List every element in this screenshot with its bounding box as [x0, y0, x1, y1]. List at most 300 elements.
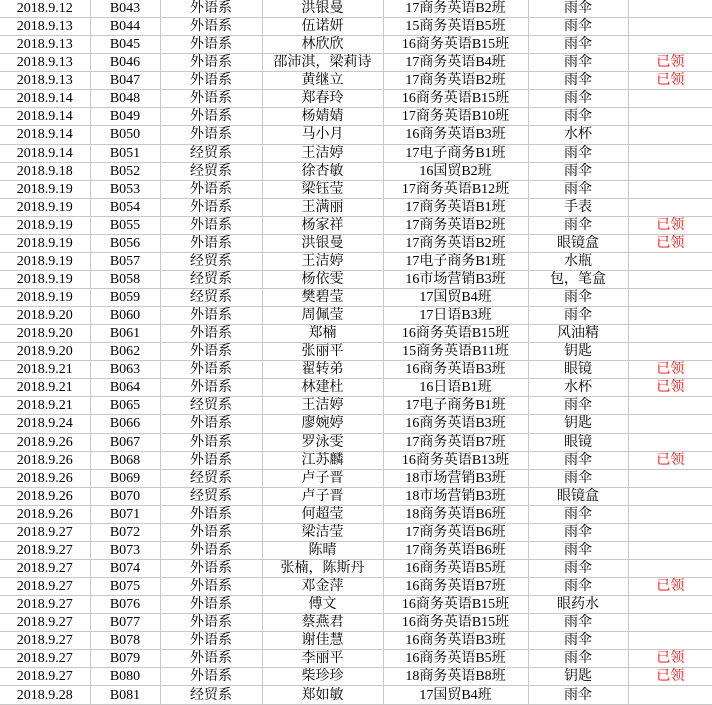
cell-name[interactable]: 周佩莹	[262, 307, 383, 325]
cell-department[interactable]: 外语系	[160, 505, 262, 523]
cell-id[interactable]: B054	[90, 198, 160, 216]
cell-status[interactable]	[628, 252, 712, 270]
cell-id[interactable]: B044	[90, 18, 160, 36]
cell-department[interactable]: 外语系	[160, 559, 262, 577]
cell-status[interactable]: 已领	[628, 54, 712, 72]
cell-status[interactable]: 已领	[628, 578, 712, 596]
cell-status[interactable]: 已领	[628, 379, 712, 397]
cell-name[interactable]: 林欣欣	[262, 36, 383, 54]
cell-id[interactable]: B065	[90, 397, 160, 415]
cell-id[interactable]: B046	[90, 54, 160, 72]
cell-item[interactable]: 雨伞	[528, 180, 628, 198]
cell-status[interactable]	[628, 325, 712, 343]
cell-status[interactable]	[628, 0, 712, 18]
cell-item[interactable]: 水杯	[528, 379, 628, 397]
cell-department[interactable]: 经贸系	[160, 144, 262, 162]
cell-name[interactable]: 廖婉婷	[262, 415, 383, 433]
cell-name[interactable]: 林建杜	[262, 379, 383, 397]
cell-id[interactable]: B068	[90, 451, 160, 469]
cell-department[interactable]: 外语系	[160, 451, 262, 469]
cell-department[interactable]: 外语系	[160, 198, 262, 216]
cell-status[interactable]	[628, 198, 712, 216]
cell-name[interactable]: 杨婧婧	[262, 108, 383, 126]
cell-name[interactable]: 陈晴	[262, 541, 383, 559]
table-row	[0, 469, 712, 487]
cell-date[interactable]: 2018.9.13	[0, 54, 90, 72]
cell-class[interactable]: 16商务英语B15班	[383, 596, 528, 614]
cell-item[interactable]: 雨伞	[528, 451, 628, 469]
cell-item[interactable]: 雨伞	[528, 469, 628, 487]
cell-date[interactable]: 2018.9.27	[0, 523, 90, 541]
table-row	[0, 252, 712, 270]
cell-status[interactable]: 已领	[628, 650, 712, 668]
cell-name[interactable]: 傅文	[262, 596, 383, 614]
cell-status[interactable]	[628, 686, 712, 705]
cell-department[interactable]: 外语系	[160, 36, 262, 54]
cell-class[interactable]: 15商务英语B11班	[383, 343, 528, 361]
cell-item[interactable]: 眼镜盒	[528, 234, 628, 252]
cell-date[interactable]: 2018.9.26	[0, 487, 90, 505]
cell-class[interactable]: 15商务英语B5班	[383, 18, 528, 36]
cell-date[interactable]: 2018.9.27	[0, 614, 90, 632]
cell-id[interactable]: B069	[90, 469, 160, 487]
cell-item[interactable]: 雨伞	[528, 108, 628, 126]
cell-status[interactable]	[628, 505, 712, 523]
cell-date[interactable]: 2018.9.19	[0, 252, 90, 270]
cell-department[interactable]: 外语系	[160, 596, 262, 614]
cell-item[interactable]: 钥匙	[528, 343, 628, 361]
cell-department[interactable]: 外语系	[160, 650, 262, 668]
cell-department[interactable]: 外语系	[160, 379, 262, 397]
cell-date[interactable]: 2018.9.26	[0, 433, 90, 451]
cell-id[interactable]: B074	[90, 559, 160, 577]
cell-name[interactable]: 柴珍珍	[262, 668, 383, 686]
cell-status[interactable]	[628, 126, 712, 144]
cell-class[interactable]: 17电子商务B1班	[383, 397, 528, 415]
table-row	[0, 487, 712, 505]
cell-id[interactable]: B062	[90, 343, 160, 361]
cell-date[interactable]: 2018.9.19	[0, 270, 90, 288]
cell-name[interactable]: 洪银曼	[262, 0, 383, 18]
cell-class[interactable]: 17商务英语B2班	[383, 0, 528, 18]
cell-name[interactable]: 马小月	[262, 126, 383, 144]
cell-department[interactable]: 外语系	[160, 216, 262, 234]
cell-id[interactable]: B058	[90, 270, 160, 288]
cell-date[interactable]: 2018.9.26	[0, 469, 90, 487]
cell-id[interactable]: B057	[90, 252, 160, 270]
cell-name[interactable]: 何超莹	[262, 505, 383, 523]
cell-name[interactable]: 杨依雯	[262, 270, 383, 288]
cell-class[interactable]: 16商务英语B15班	[383, 325, 528, 343]
cell-department[interactable]: 外语系	[160, 541, 262, 559]
table-row	[0, 54, 712, 72]
cell-status[interactable]: 已领	[628, 216, 712, 234]
cell-status[interactable]	[628, 270, 712, 288]
cell-id[interactable]: B077	[90, 614, 160, 632]
cell-item[interactable]: 包，笔盒	[528, 270, 628, 288]
cell-status[interactable]: 已领	[628, 72, 712, 90]
cell-date[interactable]: 2018.9.27	[0, 578, 90, 596]
cell-date[interactable]: 2018.9.21	[0, 361, 90, 379]
cell-item[interactable]: 雨伞	[528, 686, 628, 705]
cell-department[interactable]: 外语系	[160, 72, 262, 90]
table-row	[0, 126, 712, 144]
cell-item[interactable]: 眼药水	[528, 596, 628, 614]
cell-name[interactable]: 邓金萍	[262, 578, 383, 596]
cell-department[interactable]: 外语系	[160, 18, 262, 36]
cell-date[interactable]: 2018.9.19	[0, 289, 90, 307]
cell-class[interactable]: 16商务英语B5班	[383, 559, 528, 577]
cell-date[interactable]: 2018.9.24	[0, 415, 90, 433]
cell-name[interactable]: 张楠，陈斯丹	[262, 559, 383, 577]
cell-item[interactable]: 雨伞	[528, 0, 628, 18]
cell-date[interactable]: 2018.9.19	[0, 180, 90, 198]
cell-status[interactable]	[628, 596, 712, 614]
cell-class[interactable]: 18商务英语B8班	[383, 668, 528, 686]
cell-name[interactable]: 卢子晋	[262, 469, 383, 487]
cell-department[interactable]: 经贸系	[160, 397, 262, 415]
cell-id[interactable]: B060	[90, 307, 160, 325]
cell-class[interactable]: 17商务英语B6班	[383, 541, 528, 559]
cell-class[interactable]: 16商务英语B13班	[383, 451, 528, 469]
cell-status[interactable]	[628, 18, 712, 36]
cell-id[interactable]: B075	[90, 578, 160, 596]
cell-name[interactable]: 郑如敏	[262, 686, 383, 705]
cell-id[interactable]: B081	[90, 686, 160, 705]
cell-item[interactable]: 雨伞	[528, 541, 628, 559]
cell-id[interactable]: B045	[90, 36, 160, 54]
cell-id[interactable]: B071	[90, 505, 160, 523]
cell-status[interactable]	[628, 90, 712, 108]
cell-status[interactable]	[628, 541, 712, 559]
cell-status[interactable]	[628, 307, 712, 325]
cell-id[interactable]: B047	[90, 72, 160, 90]
cell-class[interactable]: 18商务英语B6班	[383, 505, 528, 523]
cell-department[interactable]: 外语系	[160, 361, 262, 379]
cell-name[interactable]: 樊碧莹	[262, 289, 383, 307]
cell-class[interactable]: 16市场营销B3班	[383, 270, 528, 288]
cell-item[interactable]: 钥匙	[528, 668, 628, 686]
cell-id[interactable]: B080	[90, 668, 160, 686]
table-row	[0, 0, 712, 18]
cell-status[interactable]: 已领	[628, 234, 712, 252]
cell-department[interactable]: 外语系	[160, 180, 262, 198]
cell-id[interactable]: B070	[90, 487, 160, 505]
cell-status[interactable]	[628, 559, 712, 577]
cell-date[interactable]: 2018.9.27	[0, 596, 90, 614]
cell-item[interactable]: 雨伞	[528, 162, 628, 180]
cell-item[interactable]: 雨伞	[528, 36, 628, 54]
cell-class[interactable]: 16商务英语B3班	[383, 126, 528, 144]
cell-status[interactable]	[628, 415, 712, 433]
cell-date[interactable]: 2018.9.12	[0, 0, 90, 18]
cell-department[interactable]: 外语系	[160, 54, 262, 72]
cell-class[interactable]: 16日语B1班	[383, 379, 528, 397]
cell-name[interactable]: 黄继立	[262, 72, 383, 90]
cell-name[interactable]: 江苏麟	[262, 451, 383, 469]
cell-date[interactable]: 2018.9.21	[0, 379, 90, 397]
table-row	[0, 216, 712, 234]
cell-date[interactable]: 2018.9.14	[0, 126, 90, 144]
cell-status[interactable]: 已领	[628, 451, 712, 469]
table-row	[0, 343, 712, 361]
cell-status[interactable]	[628, 108, 712, 126]
table-row	[0, 144, 712, 162]
cell-department[interactable]: 外语系	[160, 668, 262, 686]
cell-id[interactable]: B048	[90, 90, 160, 108]
cell-item[interactable]: 雨伞	[528, 632, 628, 650]
table-row	[0, 415, 712, 433]
cell-department[interactable]: 经贸系	[160, 487, 262, 505]
cell-name[interactable]: 伍诺妍	[262, 18, 383, 36]
cell-class[interactable]: 16国贸B2班	[383, 162, 528, 180]
cell-date[interactable]: 2018.9.14	[0, 144, 90, 162]
cell-item[interactable]: 雨伞	[528, 559, 628, 577]
cell-date[interactable]: 2018.9.27	[0, 632, 90, 650]
cell-date[interactable]: 2018.9.28	[0, 686, 90, 705]
cell-class[interactable]: 17日语B3班	[383, 307, 528, 325]
cell-name[interactable]: 王洁婷	[262, 397, 383, 415]
cell-name[interactable]: 张丽平	[262, 343, 383, 361]
cell-class[interactable]: 17国贸B4班	[383, 686, 528, 705]
cell-department[interactable]: 外语系	[160, 614, 262, 632]
cell-class[interactable]: 17商务英语B6班	[383, 523, 528, 541]
cell-status[interactable]	[628, 487, 712, 505]
cell-department[interactable]: 外语系	[160, 343, 262, 361]
cell-class[interactable]: 17商务英语B12班	[383, 180, 528, 198]
table-row	[0, 632, 712, 650]
cell-status[interactable]	[628, 180, 712, 198]
cell-id[interactable]: B050	[90, 126, 160, 144]
cell-date[interactable]: 2018.9.21	[0, 397, 90, 415]
cell-item[interactable]: 雨伞	[528, 90, 628, 108]
cell-class[interactable]: 17商务英语B7班	[383, 433, 528, 451]
cell-name[interactable]: 李丽平	[262, 650, 383, 668]
cell-name[interactable]: 谢佳慧	[262, 632, 383, 650]
cell-department[interactable]: 外语系	[160, 0, 262, 18]
cell-id[interactable]: B051	[90, 144, 160, 162]
cell-item[interactable]: 雨伞	[528, 72, 628, 90]
cell-class[interactable]: 17商务英语B10班	[383, 108, 528, 126]
cell-department[interactable]: 外语系	[160, 433, 262, 451]
cell-item[interactable]: 水瓶	[528, 252, 628, 270]
cell-status[interactable]	[628, 343, 712, 361]
cell-class[interactable]: 16商务英语B5班	[383, 650, 528, 668]
cell-name[interactable]: 梁洁莹	[262, 523, 383, 541]
cell-department[interactable]: 外语系	[160, 325, 262, 343]
cell-id[interactable]: B073	[90, 541, 160, 559]
cell-name[interactable]: 王满丽	[262, 198, 383, 216]
cell-item[interactable]: 雨伞	[528, 650, 628, 668]
cell-item[interactable]: 雨伞	[528, 54, 628, 72]
cell-date[interactable]: 2018.9.18	[0, 162, 90, 180]
cell-date[interactable]: 2018.9.19	[0, 216, 90, 234]
cell-class[interactable]: 16商务英语B3班	[383, 632, 528, 650]
cell-id[interactable]: B055	[90, 216, 160, 234]
cell-date[interactable]: 2018.9.26	[0, 451, 90, 469]
cell-date[interactable]: 2018.9.13	[0, 18, 90, 36]
cell-item[interactable]: 雨伞	[528, 307, 628, 325]
table-row	[0, 36, 712, 54]
cell-name[interactable]: 梁钰莹	[262, 180, 383, 198]
cell-id[interactable]: B067	[90, 433, 160, 451]
table-row	[0, 523, 712, 541]
cell-id[interactable]: B053	[90, 180, 160, 198]
table-row	[0, 433, 712, 451]
cell-date[interactable]: 2018.9.20	[0, 343, 90, 361]
cell-date[interactable]: 2018.9.14	[0, 90, 90, 108]
cell-class[interactable]: 17电子商务B1班	[383, 252, 528, 270]
cell-name[interactable]: 郑春玲	[262, 90, 383, 108]
table-row	[0, 505, 712, 523]
cell-class[interactable]: 16商务英语B7班	[383, 578, 528, 596]
cell-department[interactable]: 经贸系	[160, 469, 262, 487]
cell-item[interactable]: 雨伞	[528, 397, 628, 415]
cell-class[interactable]: 18市场营销B3班	[383, 487, 528, 505]
cell-item[interactable]: 水杯	[528, 126, 628, 144]
table-row	[0, 668, 712, 686]
table-row	[0, 596, 712, 614]
cell-name[interactable]: 王洁婷	[262, 144, 383, 162]
cell-date[interactable]: 2018.9.19	[0, 198, 90, 216]
cell-status[interactable]	[628, 632, 712, 650]
cell-id[interactable]: B052	[90, 162, 160, 180]
cell-department[interactable]: 经贸系	[160, 252, 262, 270]
cell-date[interactable]: 2018.9.27	[0, 650, 90, 668]
cell-item[interactable]: 雨伞	[528, 523, 628, 541]
cell-status[interactable]: 已领	[628, 668, 712, 686]
table-row	[0, 578, 712, 596]
cell-status[interactable]	[628, 289, 712, 307]
cell-department[interactable]: 经贸系	[160, 162, 262, 180]
cell-id[interactable]: B059	[90, 289, 160, 307]
cell-id[interactable]: B043	[90, 0, 160, 18]
cell-department[interactable]: 外语系	[160, 90, 262, 108]
table-row	[0, 234, 712, 252]
cell-item[interactable]: 雨伞	[528, 216, 628, 234]
cell-status[interactable]	[628, 162, 712, 180]
cell-item[interactable]: 雨伞	[528, 614, 628, 632]
cell-name[interactable]: 郑楠	[262, 325, 383, 343]
cell-id[interactable]: B056	[90, 234, 160, 252]
cell-date[interactable]: 2018.9.13	[0, 36, 90, 54]
cell-name[interactable]: 邵沛淇，梁莉诗	[262, 54, 383, 72]
cell-class[interactable]: 16商务英语B15班	[383, 614, 528, 632]
cell-item[interactable]: 风油精	[528, 325, 628, 343]
cell-id[interactable]: B066	[90, 415, 160, 433]
table-row	[0, 541, 712, 559]
cell-id[interactable]: B061	[90, 325, 160, 343]
cell-class[interactable]: 18市场营销B3班	[383, 469, 528, 487]
cell-status[interactable]: 已领	[628, 361, 712, 379]
cell-name[interactable]: 卢子晋	[262, 487, 383, 505]
cell-class[interactable]: 17商务英语B1班	[383, 198, 528, 216]
cell-item[interactable]: 雨伞	[528, 578, 628, 596]
cell-class[interactable]: 16商务英语B15班	[383, 90, 528, 108]
cell-class[interactable]: 17电子商务B1班	[383, 144, 528, 162]
cell-item[interactable]: 雨伞	[528, 289, 628, 307]
cell-name[interactable]: 王洁婷	[262, 252, 383, 270]
cell-class[interactable]: 17商务英语B2班	[383, 216, 528, 234]
cell-date[interactable]: 2018.9.27	[0, 541, 90, 559]
cell-status[interactable]	[628, 614, 712, 632]
cell-status[interactable]	[628, 36, 712, 54]
cell-date[interactable]: 2018.9.26	[0, 505, 90, 523]
table-row	[0, 180, 712, 198]
cell-id[interactable]: B078	[90, 632, 160, 650]
table-row	[0, 361, 712, 379]
cell-status[interactable]	[628, 144, 712, 162]
cell-item[interactable]: 雨伞	[528, 18, 628, 36]
cell-name[interactable]: 洪银曼	[262, 234, 383, 252]
cell-class[interactable]: 16商务英语B3班	[383, 361, 528, 379]
cell-date[interactable]: 2018.9.27	[0, 559, 90, 577]
cell-department[interactable]: 外语系	[160, 108, 262, 126]
cell-item[interactable]: 眼镜	[528, 433, 628, 451]
cell-name[interactable]: 徐杏敏	[262, 162, 383, 180]
cell-name[interactable]: 罗泳雯	[262, 433, 383, 451]
table-row	[0, 198, 712, 216]
cell-class[interactable]: 16商务英语B3班	[383, 415, 528, 433]
cell-name[interactable]: 蔡燕君	[262, 614, 383, 632]
cell-date[interactable]: 2018.9.27	[0, 668, 90, 686]
cell-item[interactable]: 钥匙	[528, 415, 628, 433]
cell-item[interactable]: 眼镜	[528, 361, 628, 379]
table-row	[0, 289, 712, 307]
cell-item[interactable]: 手表	[528, 198, 628, 216]
cell-date[interactable]: 2018.9.13	[0, 72, 90, 90]
table-row	[0, 686, 712, 705]
cell-item[interactable]: 雨伞	[528, 144, 628, 162]
cell-department[interactable]: 经贸系	[160, 686, 262, 705]
cell-status[interactable]	[628, 433, 712, 451]
cell-id[interactable]: B079	[90, 650, 160, 668]
cell-status[interactable]	[628, 523, 712, 541]
cell-department[interactable]: 外语系	[160, 234, 262, 252]
cell-name[interactable]: 杨家祥	[262, 216, 383, 234]
cell-class[interactable]: 17商务英语B2班	[383, 234, 528, 252]
cell-status[interactable]	[628, 469, 712, 487]
cell-date[interactable]: 2018.9.20	[0, 307, 90, 325]
cell-department[interactable]: 外语系	[160, 307, 262, 325]
cell-id[interactable]: B076	[90, 596, 160, 614]
cell-id[interactable]: B064	[90, 379, 160, 397]
cell-department[interactable]: 外语系	[160, 415, 262, 433]
cell-item[interactable]: 眼镜盒	[528, 487, 628, 505]
cell-date[interactable]: 2018.9.14	[0, 108, 90, 126]
cell-department[interactable]: 外语系	[160, 523, 262, 541]
cell-department[interactable]: 外语系	[160, 578, 262, 596]
cell-class[interactable]: 16商务英语B15班	[383, 36, 528, 54]
cell-department[interactable]: 经贸系	[160, 289, 262, 307]
cell-status[interactable]	[628, 397, 712, 415]
cell-name[interactable]: 翟转弟	[262, 361, 383, 379]
cell-class[interactable]: 17国贸B4班	[383, 289, 528, 307]
cell-class[interactable]: 17商务英语B4班	[383, 54, 528, 72]
cell-department[interactable]: 经贸系	[160, 270, 262, 288]
table-row	[0, 379, 712, 397]
cell-id[interactable]: B063	[90, 361, 160, 379]
cell-department[interactable]: 外语系	[160, 632, 262, 650]
cell-class[interactable]: 17商务英语B2班	[383, 72, 528, 90]
cell-item[interactable]: 雨伞	[528, 505, 628, 523]
cell-date[interactable]: 2018.9.19	[0, 234, 90, 252]
table-row	[0, 162, 712, 180]
cell-date[interactable]: 2018.9.20	[0, 325, 90, 343]
cell-department[interactable]: 外语系	[160, 126, 262, 144]
cell-id[interactable]: B072	[90, 523, 160, 541]
cell-id[interactable]: B049	[90, 108, 160, 126]
